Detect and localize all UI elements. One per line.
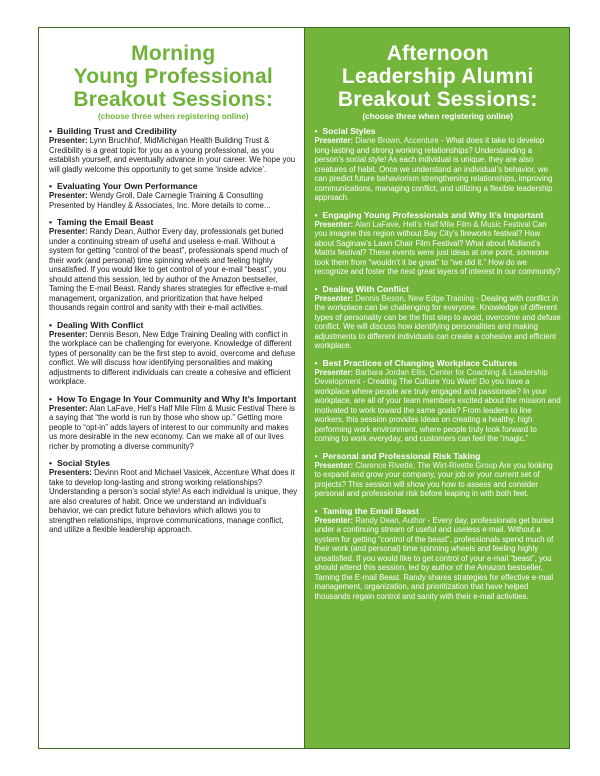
presenter-label: Presenters: (49, 468, 92, 477)
heading-line: Breakout Sessions: (73, 88, 274, 111)
session-body (49, 404, 298, 452)
presenter-label: Presenter: (314, 367, 354, 377)
session-title (315, 126, 562, 136)
session-title-text: Dealing With Conflict (57, 319, 144, 330)
presenter-label: Presenter: (314, 460, 354, 470)
session-item (315, 451, 562, 499)
session-description: There is a saying that “the world is run by those who show up.” Getting more people to “opt-in” adds layers of interest to our community and makes us more desirable in the new economy. Can we make all of our lives richer by promoting a diverse community? (49, 403, 295, 451)
session-title-text: Social Styles (57, 458, 111, 468)
session-description: Building Trust & Credibility is a great topic for you as a young professional, as you establish yourself, and eventually advance in your career. We hope you will gladly welcome this opportunity to get some ‘inside advice’. (49, 136, 296, 174)
registration-note: (choose three when registering online) (362, 112, 514, 121)
session-body (49, 468, 298, 535)
session-body (315, 220, 562, 277)
session-title-text: Taming the Email Beast (57, 217, 154, 227)
bullet-icon: • (49, 126, 53, 136)
presenter-name: Diane Brown, Accenture (355, 136, 439, 145)
bullet-icon: • (314, 209, 318, 220)
session-description: - Dealing with conflict in the workplace can be challenging for everyone. Knowledge of different types of personality can be the first step to avoid, overcome and defuse conflict. We will discuss how identifying personalities and making adjustments to different individuals can create a cohesive and efficient workplace. (314, 293, 561, 350)
heading-line: Leadership Alumni (341, 65, 534, 88)
session-description: Presented by Handley & Associates, Inc. More details to come... (49, 200, 271, 210)
session-item (315, 506, 562, 602)
session-body (315, 461, 562, 499)
session-item (49, 394, 298, 452)
session-body (49, 136, 298, 174)
session-body (49, 330, 298, 387)
presenter-label: Presenter: (314, 136, 354, 145)
bullet-icon: • (49, 181, 53, 191)
session-title-text: How To Engage In Your Community and Why It’s Important (57, 393, 297, 404)
session-title-text: Best Practices of Changing Workplace Cultures (322, 357, 518, 368)
presenter-label: Presenter: (314, 219, 354, 229)
session-body (49, 191, 298, 210)
session-description: Dealing with conflict in the workplace can be challenging for everyone. Knowledge of different types of personality can be the first step to avoid, overcome and defuse conflict. We will discuss how identifying personalities and making adjustments to different individuals can create a cohesive and efficient workplace. (49, 329, 296, 386)
afternoon-heading (315, 42, 562, 111)
session-title (315, 358, 562, 368)
session-description: - Every day, professionals get buried under a continuing stream of useful and useless e-mail. Without a system for getting “control of the beast”, professionals spend much of their work (and personal) time spinning wheels and feeling highly unsatisfied. If you would like to get control of your e-mail “beast”, you should attend this session, led by author of the Amazon bestseller, Taming the E-mail Beast. Randy shares strategies for effective e-mail management, organization, and prioritization that have helped thousands regain control and sanity with their e-mail activities. (314, 515, 554, 601)
presenter-name: Lynn Bruchhof, MidMichigan Health (89, 136, 213, 145)
session-title (49, 126, 298, 136)
session-item (49, 126, 298, 174)
presenter-name: Wendy Groll, Dale Carnegie Training & Consulting (89, 191, 263, 200)
session-body (315, 136, 562, 203)
presenter-name: Alan LaFave, Hell’s Half Mile Film & Music Festival (354, 219, 531, 229)
session-description: Every day, professionals get buried under a continuing stream of useful and useless e-mail. Without a system for getting “control of the beast”, professionals spend much of their work (and personal) time spinning wheels and feeling highly unsatisfied. If you would like to get control of your e-mail “beast”, you should attend this session, led by author of the Amazon bestseller, Taming the E-mail Beast. Randy shares strategies for effective e-mail management, organization, and prioritization that have helped thousands regain control and sanity with their e-mail activities. (49, 227, 288, 312)
bullet-icon: • (49, 319, 53, 330)
presenter-label: Presenter: (314, 293, 354, 303)
session-item (49, 458, 298, 535)
session-title (315, 284, 562, 294)
session-title (49, 394, 298, 404)
session-title (315, 210, 562, 220)
session-item (315, 284, 562, 351)
session-description: Can you imagine this region without Bay City’s fireworks festival? How about Saginaw’s Lawn Chair Film Festival? What about Midland’s Matrix festival? These events were just ideas at one point, someone took them from “wouldn’t it be great” to “we did it.” How do we recognize and foster the next great layers of interest in our community? (314, 219, 561, 276)
session-description: - What does it take to develop long-lasting and strong working relationships? Understanding a person’s social style! As each individual is unique, they are also creatures of habit. Once we understand an individual’s behavior, we can predict future behaviorism strengthening relationships, improving communications, managing conflict, and utilizing a flexible leadership approach. (314, 136, 553, 202)
session-title-text: Engaging Young Professionals and Why It’s Important (322, 209, 544, 220)
session-title-text: Social Styles (322, 126, 376, 136)
session-description: - Creating The Culture You Want! Do you have a workplace where people are truly engaged and passionate? In your workplace, are all of your team members excited about the mission and motivated to work toward the same goals? From leaders to line workers, this session provides ideas on creating a healthy, high performing work environment, where people truly look forward to coming to work everyday, and customers can feel the “magic.” (314, 377, 561, 443)
presenter-name: Alan LaFave, Hell’s Half Mile Film & Music Festival (89, 403, 265, 413)
session-title-text: Personal and Professional Risk Taking (322, 450, 481, 461)
session-item (315, 358, 562, 444)
flyer-page (38, 27, 570, 749)
session-description: What does it take to develop long-lasting and strong working relationships? Understanding a person’s social style! As each individual is unique, they are also creatures of habit. Once we understand an individual’s behavior, we can predict future behaviors which allows you to strengthen relationships, improve communications, manage conflict, and utilize a flexible leadership approach. (49, 468, 298, 534)
bullet-icon: • (49, 458, 53, 468)
heading-line: Young Professional (73, 65, 273, 88)
presenter-name: Randy Dean, Author (355, 515, 426, 525)
session-title (49, 458, 298, 468)
afternoon-column (304, 28, 570, 748)
morning-column (39, 28, 304, 748)
session-title (49, 181, 298, 191)
session-body (315, 368, 562, 444)
heading-line: Afternoon (386, 42, 489, 65)
bullet-icon: • (314, 450, 318, 461)
registration-note: (choose three when registering online) (97, 112, 249, 121)
presenter-name: Dennis Beson, New Edge Training (89, 329, 209, 339)
bullet-icon: • (314, 283, 318, 294)
bullet-icon: • (314, 505, 318, 516)
session-title-text: Taming the Email Beast (322, 505, 419, 516)
session-body (315, 294, 562, 351)
presenter-label: Presenter: (49, 227, 88, 236)
session-item (49, 217, 298, 313)
session-title (315, 451, 562, 461)
presenter-label: Presenter: (49, 329, 88, 339)
session-item (315, 210, 562, 277)
heading-line: Morning (131, 42, 216, 65)
bullet-icon: • (49, 217, 53, 227)
session-title (49, 217, 298, 227)
presenter-label: Presenter: (49, 136, 88, 145)
presenter-label: Presenter: (49, 191, 88, 200)
session-title (49, 320, 298, 330)
bullet-icon: • (314, 357, 318, 368)
bullet-icon: • (314, 126, 318, 136)
afternoon-session-list (315, 126, 562, 601)
morning-heading (49, 42, 298, 111)
session-item (315, 126, 562, 203)
heading-line: Breakout Sessions: (337, 88, 538, 111)
presenter-name: Barbara Jordan Ellis, Center for Coaching & Leadership Development (314, 367, 548, 386)
presenter-name: Randy Dean, Author (89, 227, 160, 236)
presenter-name: Dennis Beson, New Edge Training (355, 293, 475, 303)
session-title-text: Building Trust and Credibility (57, 126, 177, 136)
bullet-icon: • (49, 393, 53, 404)
session-title (315, 506, 562, 516)
session-item (49, 181, 298, 210)
session-title-text: Dealing With Conflict (322, 283, 409, 294)
session-item (49, 320, 298, 387)
session-body (315, 516, 562, 602)
presenter-label: Presenter: (314, 515, 354, 525)
session-body (49, 227, 298, 313)
session-description: Are you looking to expand and grow your company, your job or your current set of projects? This session will show you how to assess and consider personal and professional risk before leaping in with both feet. (314, 460, 553, 498)
morning-session-list (49, 126, 298, 535)
presenter-name: Devinn Root and Michael Vasicek, Accenture (94, 468, 250, 477)
presenter-name: Clarence Rivette, The Wirt-Rivette Group (355, 460, 498, 470)
session-title-text: Evaluating Your Own Performance (57, 181, 198, 191)
presenter-label: Presenter: (49, 403, 88, 413)
